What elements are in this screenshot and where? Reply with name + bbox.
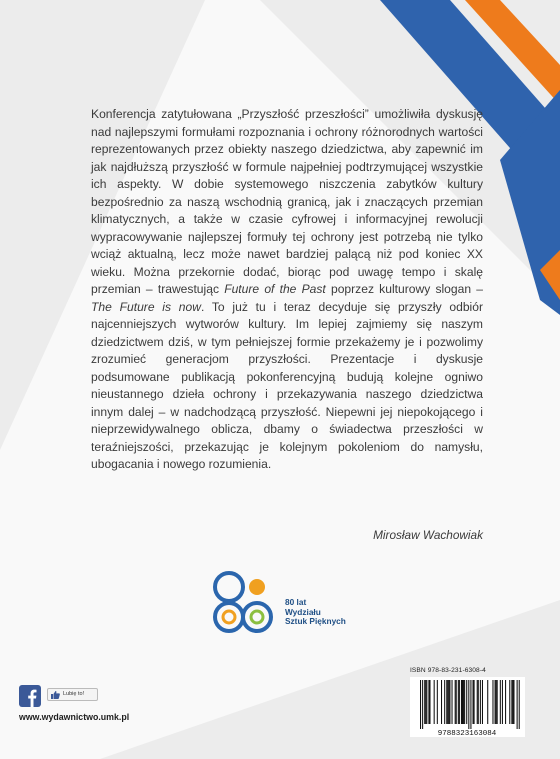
italic-phrase-future-of-the-past: Future of the Past <box>224 282 326 296</box>
barcode-bar <box>455 680 456 724</box>
barcode-bar <box>446 680 447 724</box>
barcode-bar <box>505 680 506 724</box>
barcode-bar <box>478 680 479 724</box>
barcode-bar <box>512 680 513 724</box>
barcode-bar <box>447 680 448 724</box>
barcode-bar <box>444 680 445 724</box>
barcode-bar <box>424 680 425 724</box>
back-cover-text <box>91 106 483 474</box>
barcode-bar <box>434 680 435 724</box>
barcode-bar <box>487 680 488 724</box>
barcode-bar <box>428 680 429 724</box>
text-paragraph-3: . To już tu i teraz decyduje się przyszły odbiór najcenniejszych wytworów kultury. Im lepiej zajmiemy się naszym dziedzictwem dziś, w tym pełniejszej formie przekażemy je i pozwolimy zrozumieć generacjom przyszłości. Prezentacje i dyskusje podsumowane publikacją pokonferencyjną budują kolejne ogniwo nieustannego dzieła ochrony i przekazywania naszego dziedzictwa innym dalej – w nadchodzącą przyszłość. Niepewni jej niepokojącego i nieprzewidywalnego oblicza, dbamy o świadectwa przeszłości w teraźniejszości, przekazując je kolejnym pokoleniom do namysłu, ubogacania i nowego rozumienia. <box>91 299 483 471</box>
barcode-bar <box>437 680 438 724</box>
barcode-bar <box>477 680 478 724</box>
barcode-bar <box>495 680 496 724</box>
barcode-bar <box>456 680 457 724</box>
barcode-bar <box>422 680 423 729</box>
like-label: Lubię to! <box>63 691 85 697</box>
barcode-bar <box>420 680 421 729</box>
thumbs-up-icon <box>51 691 60 699</box>
barcode-bar <box>474 680 475 724</box>
barcode-bar <box>458 680 459 724</box>
isbn-label: ISBN 978-83-231-6308-4 <box>410 667 486 674</box>
barcode-bar <box>461 680 462 724</box>
italic-phrase-future-is-now: The Future is now <box>91 299 201 314</box>
barcode-bar <box>519 680 520 729</box>
barcode-bar <box>496 680 497 724</box>
barcode-bar <box>463 680 464 724</box>
barcode-bar <box>500 680 501 724</box>
barcode-bar <box>473 680 474 724</box>
barcode-bar <box>482 680 483 724</box>
barcode-bar <box>452 680 453 724</box>
website-link[interactable]: www.wydawnictwo.umk.pl <box>19 712 130 722</box>
text-paragraph-2: poprzez kulturowy slogan – <box>325 282 483 296</box>
barcode-bar <box>441 680 442 724</box>
barcode-bar <box>449 680 450 724</box>
barcode-bar <box>480 680 481 724</box>
barcode-bar <box>429 680 430 724</box>
barcode-bar <box>470 680 471 729</box>
isbn-barcode <box>410 677 525 737</box>
like-button[interactable] <box>47 688 98 701</box>
barcode-bar <box>464 680 465 724</box>
barcode-bar <box>517 680 518 729</box>
barcode-bar <box>426 680 427 724</box>
barcode-bar <box>497 680 498 724</box>
barcode-digits: 9788323163084 <box>437 730 497 737</box>
barcode-bar <box>492 680 493 724</box>
logo-line-1: 80 lat <box>285 597 307 607</box>
author-name: Mirosław Wachowiak <box>373 528 483 542</box>
facebook-icon[interactable] <box>19 685 41 707</box>
barcode-bar <box>468 680 469 729</box>
faculty-80-years-logo <box>209 570 279 640</box>
logo-text <box>285 598 346 627</box>
barcode-bar <box>448 680 449 724</box>
barcode-bar <box>466 680 467 724</box>
text-paragraph-1: Konferencja zatytułowana „Przyszłość przeszłości” umożliwiła dyskusję nad najlepszymi formułami rozpoznania i ochrony różnorodnych wartości reprezentowanych przez obiekty naszego dziedzictwa, aby zapewnić im jak najdłuższą przyszłość w formule najpełniej podtrzymującej wszystkie ich aspekty. W dobie systemowego niszczenia zabytków kultury bezpośrednio za naszą wschodnią granicą, jak i znaczących przemian klimatycznych, a także w czasie cyfrowej i informacyjnej rewolucji wypracowywanie najlepszej formuły tej ochrony jest potrzebą nie tylko wciąż aktualną, lecz może nawet bardziej palącą niż pod koniec XX wieku. Można przekornie dodać, biorąc pod uwagę tempo i skalę przemian – trawestując <box>91 107 483 296</box>
barcode-bar <box>509 680 510 724</box>
barcode-bar <box>502 680 503 724</box>
barcode-bar <box>462 680 463 724</box>
logo-line-3: Sztuk Pięknych <box>285 616 346 627</box>
barcode-bar <box>459 680 460 724</box>
barcode-bar <box>513 680 514 724</box>
logo-line-2: Wydziału <box>285 606 321 617</box>
barcode-bar <box>511 680 512 724</box>
barcode-bar <box>425 680 426 724</box>
